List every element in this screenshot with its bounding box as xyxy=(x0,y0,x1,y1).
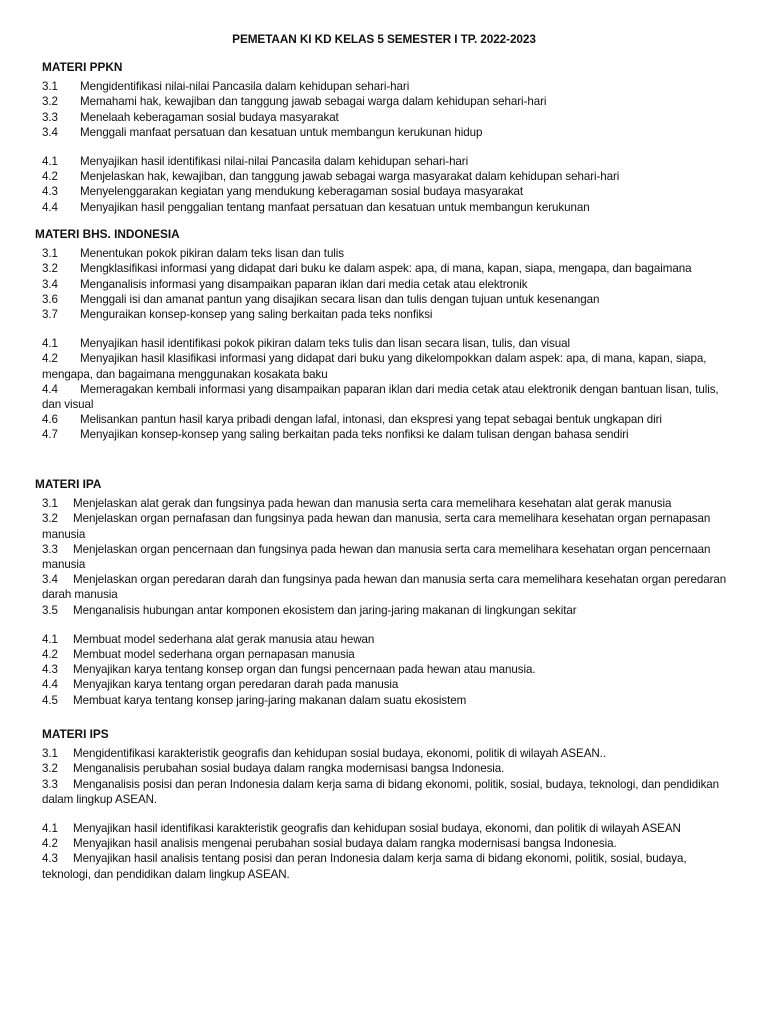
item-number: 4.2 xyxy=(42,170,58,184)
item-text: Menyajikan konsep-konsep yang saling berkaitan pada teks nonfiksi ke dalam tulisan dengan bahasa sendiri xyxy=(80,428,629,442)
list-item xyxy=(0,277,768,292)
item-number: 4.5 xyxy=(42,693,58,707)
item-text: Menganalisis hubungan antar komponen ekosistem dan jaring-jaring makanan di lingkungan sekitar xyxy=(73,603,577,617)
list-item xyxy=(0,821,768,836)
item-number: 3.7 xyxy=(42,308,58,322)
list-item xyxy=(0,572,768,602)
list-item xyxy=(0,110,768,125)
item-number: 3.3 xyxy=(42,777,58,791)
item-text: Menggali manfaat persatuan dan kesatuan untuk membangun kerukunan hidup xyxy=(80,125,483,139)
list-item xyxy=(0,542,768,572)
item-text: Menganalisis posisi dan peran Indonesia dalam kerja sama di bidang ekonomi, politik, sosial, budaya, teknologi, dan pendidikan dalam lingkup ASEAN. xyxy=(42,777,720,806)
list-item xyxy=(0,677,768,692)
item-group xyxy=(0,746,768,807)
item-text: Menyajikan karya tentang organ peredaran darah pada manusia xyxy=(73,678,399,692)
item-number: 4.4 xyxy=(42,200,58,214)
item-number: 3.5 xyxy=(42,603,58,617)
item-number: 4.2 xyxy=(42,837,58,851)
list-item xyxy=(0,693,768,708)
list-item xyxy=(0,603,768,618)
section-ips xyxy=(0,727,768,896)
item-number: 3.4 xyxy=(42,573,58,587)
item-number: 4.7 xyxy=(42,428,58,442)
item-number: 3.1 xyxy=(42,497,58,511)
item-number: 3.1 xyxy=(42,80,58,94)
item-text: Menyajikan karya tentang konsep organ dan fungsi pencernaan pada hewan atau manusia. xyxy=(73,663,536,677)
item-number: 3.2 xyxy=(42,262,58,276)
section-heading: MATERI BHS. INDONESIA xyxy=(35,227,180,241)
item-number: 3.4 xyxy=(42,125,58,139)
list-item xyxy=(0,496,768,511)
list-item xyxy=(0,412,768,427)
item-number: 3.1 xyxy=(42,247,58,261)
item-number: 4.1 xyxy=(42,337,58,351)
item-text: Menjelaskan alat gerak dan fungsinya pada hewan dan manusia serta cara memelihara kesehatan alat gerak manusia xyxy=(73,497,672,511)
item-group xyxy=(0,154,768,215)
item-number: 3.6 xyxy=(42,292,58,306)
item-text: Menganalisis informasi yang disampaikan paparan iklan dari media cetak atau elektronik xyxy=(80,277,528,291)
item-text: Menentukan pokok pikiran dalam teks lisan dan tulis xyxy=(80,247,345,261)
item-text: Menjelaskan organ peredaran darah dan fungsinya pada hewan dan manusia serta cara memelihara kesehatan organ peredaran darah manusia xyxy=(42,573,727,602)
item-text: Menyajikan hasil identifikasi pokok pikiran dalam teks tulis dan lisan secara lisan, tulis, dan visual xyxy=(80,337,570,351)
item-number: 3.2 xyxy=(42,512,58,526)
item-text: Menyajikan hasil klasifikasi informasi yang didapat dari buku yang dikelompokkan dalam aspek: apa, di mana, kapan, siapa, mengapa, dan bagaimana menggunakan kosakata baku xyxy=(42,352,707,381)
item-number: 4.1 xyxy=(42,632,58,646)
item-text: Membuat model sederhana organ pernapasan manusia xyxy=(73,648,355,662)
item-number: 4.1 xyxy=(42,822,58,836)
item-number: 4.3 xyxy=(42,663,58,677)
list-item xyxy=(0,647,768,662)
list-item xyxy=(0,246,768,261)
item-number: 3.2 xyxy=(42,95,58,109)
list-item xyxy=(0,200,768,215)
page-title: PEMETAAN KI KD KELAS 5 SEMESTER I TP. 2022-2023 xyxy=(232,32,536,46)
list-item xyxy=(0,836,768,851)
item-text: Menjelaskan hak, kewajiban, dan tanggung jawab sebagai warga masyarakat dalam kehidupan sehari-hari xyxy=(80,170,620,184)
list-item xyxy=(0,351,768,381)
list-item xyxy=(0,761,768,776)
list-item xyxy=(0,511,768,541)
item-text: Menyajikan hasil identifikasi nilai-nilai Pancasila dalam kehidupan sehari-hari xyxy=(80,155,469,169)
item-number: 3.3 xyxy=(42,542,58,556)
list-item xyxy=(0,382,768,412)
item-group xyxy=(0,632,768,708)
item-text: Mengidentifikasi karakteristik geografis dan kehidupan sosial budaya, ekonomi, politik di wilayah ASEAN.. xyxy=(73,747,606,761)
item-group xyxy=(0,246,768,322)
item-text: Menjelaskan organ pernafasan dan fungsinya pada hewan dan manusia, serta cara memelihara kesehatan organ pernapasan manusia xyxy=(42,512,711,541)
item-group xyxy=(0,821,768,882)
item-text: Menguraikan konsep-konsep yang saling berkaitan pada teks nonfiksi xyxy=(80,308,433,322)
section-heading: MATERI IPS xyxy=(42,727,109,741)
list-item xyxy=(0,307,768,322)
item-number: 4.1 xyxy=(42,155,58,169)
list-item xyxy=(0,79,768,94)
list-item xyxy=(0,169,768,184)
list-item xyxy=(0,662,768,677)
list-item xyxy=(0,746,768,761)
item-text: Menyajikan hasil analisis tentang posisi dan peran Indonesia dalam kerja sama di bidang ekonomi, politik, sosial, budaya, teknologi, dan pendidikan dalam lingkup ASEAN. xyxy=(42,852,687,881)
item-text: Melisankan pantun hasil karya pribadi dengan lafal, intonasi, dan ekspresi yang tepat sebagai bentuk ungkapan diri xyxy=(80,413,662,427)
item-number: 3.4 xyxy=(42,277,58,291)
item-number: 4.4 xyxy=(42,678,58,692)
item-text: Memeragakan kembali informasi yang disampaikan paparan iklan dari media cetak atau elektronik dengan bantuan lisan, tulis, dan visual xyxy=(42,382,719,412)
item-text: Menyajikan hasil identifikasi karakteristik geografis dan kehidupan sosial budaya, ekonomi, dan politik di wilayah ASEAN xyxy=(73,822,681,836)
section-ipa xyxy=(0,477,768,722)
item-group xyxy=(0,336,768,442)
item-number: 4.3 xyxy=(42,185,58,199)
list-item xyxy=(0,336,768,351)
item-text: Menyajikan hasil penggalian tentang manfaat persatuan dan kesatuan untuk membangun kerukunan xyxy=(80,200,590,214)
item-text: Memahami hak, kewajiban dan tanggung jawab sebagai warga dalam kehidupan sehari-hari xyxy=(80,95,547,109)
item-number: 3.1 xyxy=(42,747,58,761)
list-item xyxy=(0,184,768,199)
item-group xyxy=(0,79,768,140)
item-number: 4.4 xyxy=(42,382,58,396)
section-heading: MATERI IPA xyxy=(35,477,102,491)
section-bhs-indonesia xyxy=(0,227,768,457)
list-item xyxy=(0,261,768,276)
item-text: Mengklasifikasi informasi yang didapat dari buku ke dalam aspek: apa, di mana, kapan, siapa, mengapa, dan bagaimana xyxy=(80,262,692,276)
item-text: Menyelenggarakan kegiatan yang mendukung keberagaman sosial budaya masyarakat xyxy=(80,185,524,199)
item-group xyxy=(0,496,768,618)
item-text: Menyajikan hasil analisis mengenai perubahan sosial budaya dalam rangka modernisasi bangsa Indonesia. xyxy=(73,837,617,851)
item-text: Mengidentifikasi nilai-nilai Pancasila dalam kehidupan sehari-hari xyxy=(80,80,410,94)
list-item xyxy=(0,154,768,169)
list-item xyxy=(0,125,768,140)
list-item xyxy=(0,427,768,442)
list-item xyxy=(0,632,768,647)
section-ppkn xyxy=(0,60,768,229)
item-text: Menganalisis perubahan sosial budaya dalam rangka modernisasi bangsa Indonesia. xyxy=(73,762,505,776)
item-text: Menelaah keberagaman sosial budaya masyarakat xyxy=(80,110,339,124)
list-item xyxy=(0,94,768,109)
item-number: 4.2 xyxy=(42,352,58,366)
list-item xyxy=(0,851,768,881)
item-number: 4.6 xyxy=(42,413,58,427)
item-text: Membuat model sederhana alat gerak manusia atau hewan xyxy=(73,632,375,646)
item-number: 3.2 xyxy=(42,762,58,776)
item-number: 3.3 xyxy=(42,110,58,124)
item-text: Menjelaskan organ pencernaan dan fungsinya pada hewan dan manusia serta cara memelihara kesehatan organ pencernaan manusia xyxy=(42,542,711,572)
item-number: 4.2 xyxy=(42,648,58,662)
list-item xyxy=(0,777,768,807)
section-heading: MATERI PPKN xyxy=(42,60,123,74)
item-text: Membuat karya tentang konsep jaring-jaring makanan dalam suatu ekosistem xyxy=(73,693,467,707)
item-number: 4.3 xyxy=(42,852,58,866)
item-text: Menggali isi dan amanat pantun yang disajikan secara lisan dan tulis dengan tujuan untuk kesenangan xyxy=(80,292,600,306)
list-item xyxy=(0,292,768,307)
